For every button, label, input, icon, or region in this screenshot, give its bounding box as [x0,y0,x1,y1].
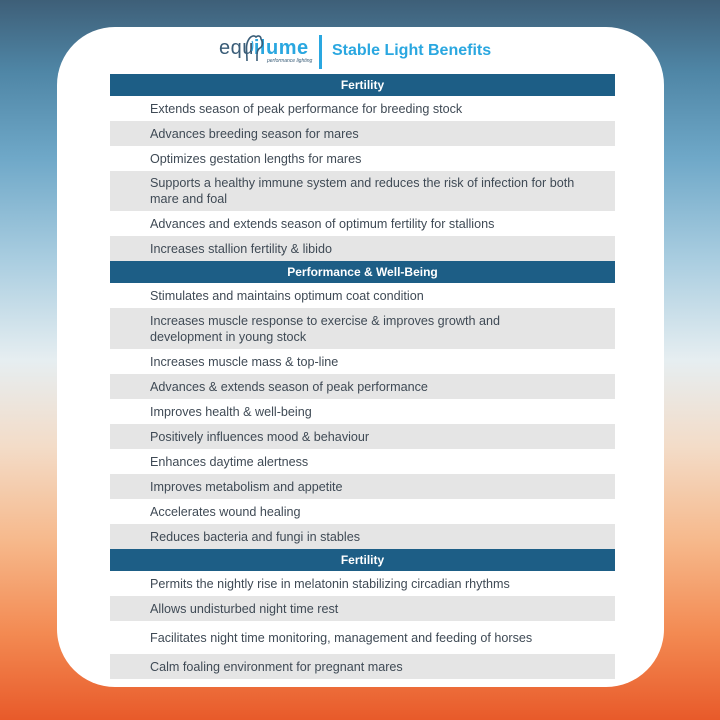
row-text: Calm foaling environment for pregnant mares [150,659,403,674]
row-text: Extends season of peak performance for breeding stock [150,101,463,116]
row-text: Reduces bacteria and fungi in stables [150,529,361,544]
row-text: Increases muscle mass & top-line [150,354,339,369]
section-header-fertility: Fertility [110,74,615,96]
row-text: Advances breeding season for mares [150,126,359,141]
equilume-logo [219,37,315,67]
row-text: Advances & extends season of peak performance [150,379,428,394]
table-row [110,171,615,211]
table-row [110,121,615,146]
table-row [110,374,615,399]
row-text: Improves metabolism and appetite [150,479,343,494]
logo-tagline: performance lighting [267,58,313,64]
row-text: Enhances daytime alertness [150,454,309,469]
table-row [110,236,615,261]
table-row [110,621,615,654]
header-divider [319,35,322,69]
logo-text-part1: equ [219,37,254,59]
row-text: Advances and extends season of optimum fertility for stallions [150,216,495,231]
table-row [110,571,615,596]
section-header-fertility-night: Fertility [110,549,615,571]
logo-text-part2: ilume [253,37,309,59]
horse-head-icon [241,33,267,63]
table-row [110,596,615,621]
section-header-performance: Performance & Well-Being [110,261,615,283]
row-text: Facilitates night time monitoring, management and feeding of horses [150,630,533,645]
row-text: Supports a healthy immune system and reduces the risk of infection for both mare and foal [150,176,575,206]
table-row [110,499,615,524]
table-row [110,524,615,549]
row-text: Increases stallion fertility & libido [150,241,332,256]
benefits-card [57,27,664,687]
table-row [110,654,615,679]
row-text: Permits the nightly rise in melatonin stabilizing circadian rhythms [150,576,510,591]
row-text: Increases muscle response to exercise & improves growth and development in young stock [150,313,500,344]
table-row [110,283,615,308]
table-row [110,399,615,424]
row-text: Allows undisturbed night time rest [150,601,339,616]
row-text: Optimizes gestation lengths for mares [150,151,362,166]
row-text: Stimulates and maintains optimum coat condition [150,288,424,303]
table-row [110,424,615,449]
table-row [110,474,615,499]
header [57,27,664,74]
table-row [110,96,615,121]
row-text: Accelerates wound healing [150,504,301,519]
table-row [110,308,615,349]
row-text: Positively influences mood & behaviour [150,429,370,444]
row-text: Improves health & well-being [150,404,312,419]
table-row [110,349,615,374]
table-row [110,449,615,474]
benefits-table [110,74,615,679]
table-row [110,146,615,171]
page-title: Stable Light Benefits [332,42,492,59]
table-row [110,211,615,236]
